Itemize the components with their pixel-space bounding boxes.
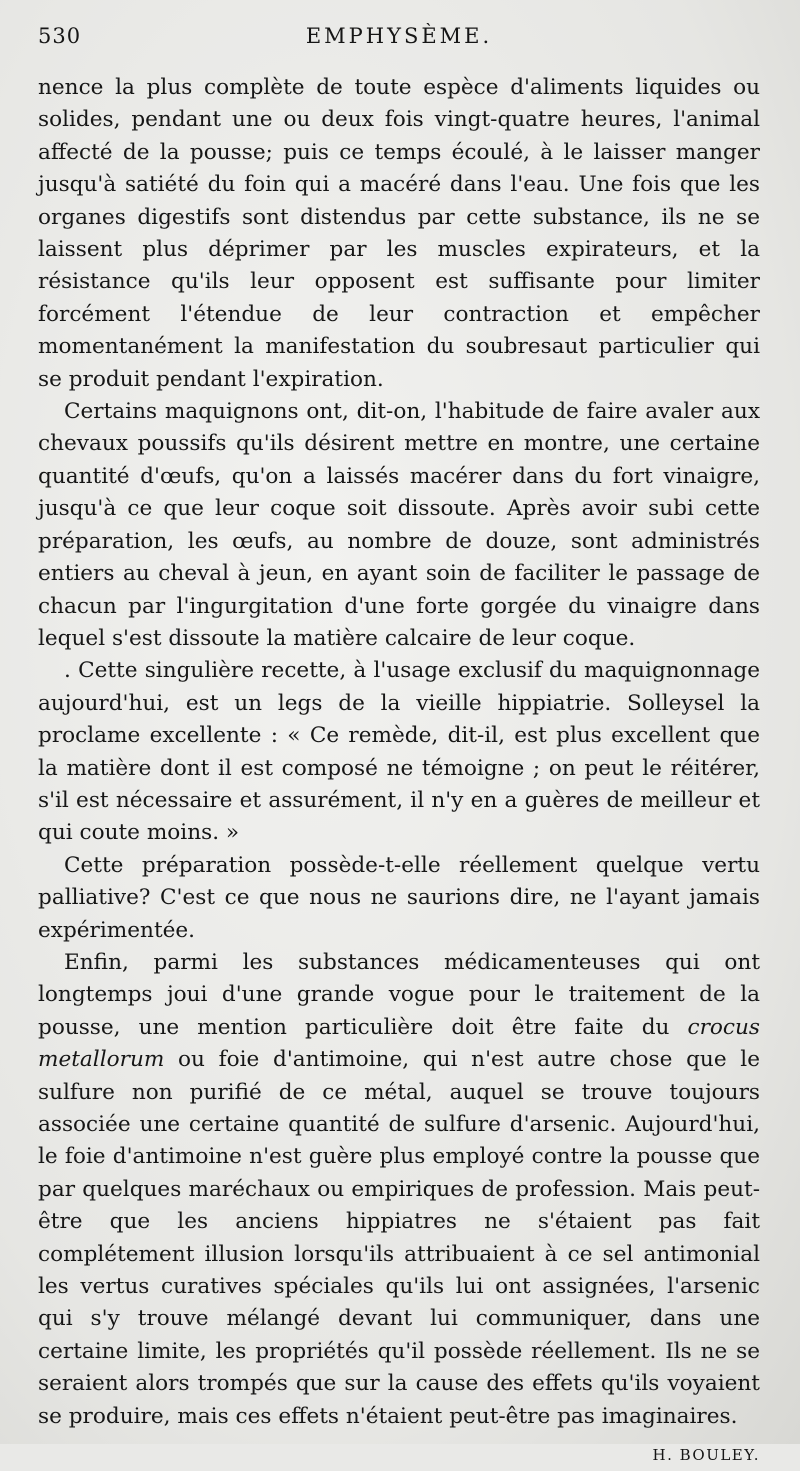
page-number: 530 xyxy=(38,24,82,48)
paragraph-preparation: Cette préparation possède-t-elle réellement quelque vertu palliative? C'est ce que nous ne saurions dire, ne l'ayant jamais expérimentée. xyxy=(38,852,760,943)
author-signature: H. BOULEY. xyxy=(652,1446,760,1465)
paragraph-recette: . Cette singulière recette, à l'usage exclusif du maquignonnage aujourd'hui, est un legs de la vieille hippiatrie. Solleysel la proclame excellente : « Ce remède, dit-il, est plus excellent que la matière dont il est composé ne témoigne ; on peut le réitérer, s'il est nécessaire et assurément, il n'y en a guères de meilleur et qui coute moins. » xyxy=(38,658,760,846)
paragraph-antimoine-part1: Enfin, parmi les substances médicamenteuses qui ont longtemps joui d'une grande vogue pour le traitement de la pousse, une mention particulière doit être faite du xyxy=(38,949,760,1040)
page-header xyxy=(38,24,760,72)
paragraph-continued: nence la plus complète de toute espèce d'aliments liquides ou solides, pendant une ou deux fois vingt-quatre heures, l'animal affecté de la pousse; puis ce temps écoulé, à le laisser manger jusqu'à satiété du foin qui a macéré dans l'eau. Une fois que les organes digestifs sont distendus par cette substance, ils ne se laissent plus déprimer par les muscles expirateurs, et la résistance qu'ils leur opposent est suffisante pour limiter forcément l'étendue de leur contraction et empêcher momentanément la manifestation du soubresaut particulier qui se produit pendant l'expiration. xyxy=(38,75,760,392)
running-head: EMPHYSÈME. xyxy=(305,24,493,48)
paragraph-antimoine-part2: ou foie d'antimoine, qui n'est autre chose que le sulfure non purifié de ce métal, auquel se trouve toujours associée une certaine quantité de sulfure d'arsenic. Aujourd'hui, le foie d'antimoine n'est guère plus employé contre la pousse que par quelques maréchaux ou empiriques de profession. Mais peut-être que les anciens hippiatres ne s'étaient pas fait complétement illusion lorsqu'ils attribuaient à ce sel antimonial les vertus curatives spéciales qu'ils lui ont assignées, l'arsenic qui s'y trouve mélangé devant lui communiquer, dans une certaine limite, les propriétés qu'il possède réellement. Ils ne se seraient alors trompés que sur la cause des effets qu'ils voyaient se produire, mais ces effets n'étaient peut-être pas imaginaires. xyxy=(38,1047,760,1429)
paragraph-maquignons: Certains maquignons ont, dit-on, l'habitude de faire avaler aux chevaux poussifs qu'ils désirent mettre en montre, une certaine quantité d'œufs, qu'on a laissés macérer dans du fort vinaigre, jusqu'à ce que leur coque soit dissoute. Après avoir subi cette préparation, les œufs, au nombre de douze, sont administrés entiers au cheval à jeun, en ayant soin de faciliter le passage de chacun par l'ingurgitation d'une forte gorgée du vinaigre dans lequel s'est dissoute la matière calcaire de leur coque. xyxy=(38,399,760,651)
italic-term: crocus metallorum xyxy=(38,1014,760,1073)
body-text xyxy=(38,72,760,1471)
paragraph-antimoine xyxy=(38,947,760,1471)
